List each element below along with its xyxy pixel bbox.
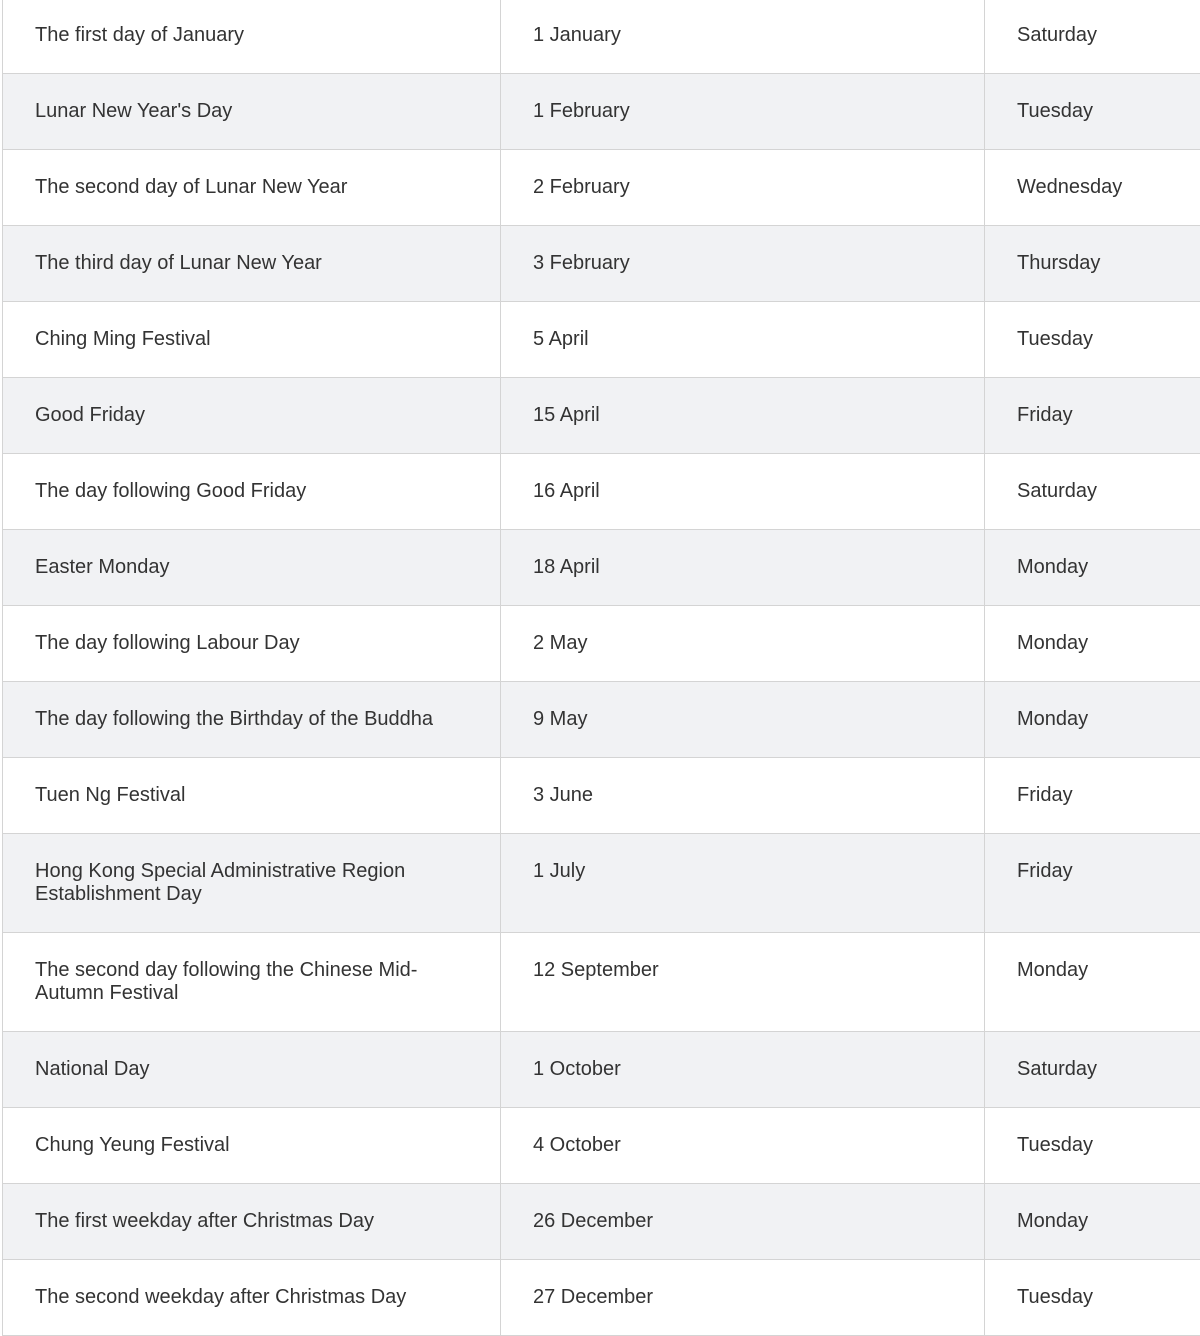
- holiday-weekday-cell: Tuesday: [985, 1260, 1200, 1336]
- holiday-date-cell: 1 October: [501, 1032, 985, 1108]
- table-row: [3, 1032, 1200, 1108]
- holiday-table: [2, 0, 1200, 1336]
- table-row: [3, 150, 1200, 226]
- holiday-date-cell: 5 April: [501, 302, 985, 378]
- table-row: [3, 834, 1200, 933]
- holiday-date-cell: 18 April: [501, 530, 985, 606]
- table-row: [3, 454, 1200, 530]
- table-row: [3, 682, 1200, 758]
- table-row: [3, 1260, 1200, 1336]
- holiday-weekday-cell: Saturday: [985, 454, 1200, 530]
- holiday-date-cell: 2 May: [501, 606, 985, 682]
- holiday-weekday-cell: Monday: [985, 606, 1200, 682]
- holiday-weekday-cell: Tuesday: [985, 302, 1200, 378]
- table-row: [3, 378, 1200, 454]
- table-row: [3, 606, 1200, 682]
- table-row: [3, 74, 1200, 150]
- holiday-name-cell: The day following the Birthday of the Buddha: [3, 682, 501, 758]
- holiday-date-cell: 1 July: [501, 834, 985, 933]
- holiday-name-cell: Lunar New Year's Day: [3, 74, 501, 150]
- holiday-date-cell: 2 February: [501, 150, 985, 226]
- holiday-weekday-cell: Monday: [985, 1184, 1200, 1260]
- holiday-name-cell: The second weekday after Christmas Day: [3, 1260, 501, 1336]
- holiday-weekday-cell: Thursday: [985, 226, 1200, 302]
- holiday-date-cell: 27 December: [501, 1260, 985, 1336]
- holiday-weekday-cell: Friday: [985, 834, 1200, 933]
- holiday-name-cell: The first day of January: [3, 0, 501, 74]
- holiday-weekday-cell: Saturday: [985, 0, 1200, 74]
- holiday-date-cell: 3 February: [501, 226, 985, 302]
- holiday-name-cell: The third day of Lunar New Year: [3, 226, 501, 302]
- holiday-weekday-cell: Wednesday: [985, 150, 1200, 226]
- holiday-date-cell: 4 October: [501, 1108, 985, 1184]
- holiday-name-cell: Tuen Ng Festival: [3, 758, 501, 834]
- holiday-date-cell: 15 April: [501, 378, 985, 454]
- table-row: [3, 302, 1200, 378]
- holiday-date-cell: 16 April: [501, 454, 985, 530]
- table-row: [3, 1108, 1200, 1184]
- holiday-date-cell: 26 December: [501, 1184, 985, 1260]
- holiday-date-cell: 1 February: [501, 74, 985, 150]
- table-row: [3, 758, 1200, 834]
- holiday-name-cell: Ching Ming Festival: [3, 302, 501, 378]
- holiday-weekday-cell: Monday: [985, 530, 1200, 606]
- holiday-weekday-cell: Saturday: [985, 1032, 1200, 1108]
- holiday-name-cell: Chung Yeung Festival: [3, 1108, 501, 1184]
- holiday-date-cell: 9 May: [501, 682, 985, 758]
- holiday-name-cell: The second day following the Chinese Mid-Autumn Festival: [3, 933, 501, 1032]
- table-row: [3, 0, 1200, 74]
- table-row: [3, 226, 1200, 302]
- table-row: [3, 1184, 1200, 1260]
- holiday-weekday-cell: Tuesday: [985, 1108, 1200, 1184]
- holiday-date-cell: 3 June: [501, 758, 985, 834]
- holiday-name-cell: National Day: [3, 1032, 501, 1108]
- holiday-name-cell: Good Friday: [3, 378, 501, 454]
- holiday-weekday-cell: Monday: [985, 682, 1200, 758]
- holiday-weekday-cell: Friday: [985, 758, 1200, 834]
- holiday-name-cell: Hong Kong Special Administrative Region Establishment Day: [3, 834, 501, 933]
- holiday-name-cell: The day following Labour Day: [3, 606, 501, 682]
- holiday-date-cell: 1 January: [501, 0, 985, 74]
- holiday-name-cell: Easter Monday: [3, 530, 501, 606]
- holiday-table-body: [3, 0, 1200, 1336]
- holiday-date-cell: 12 September: [501, 933, 985, 1032]
- holiday-weekday-cell: Monday: [985, 933, 1200, 1032]
- table-row: [3, 933, 1200, 1032]
- table-row: [3, 530, 1200, 606]
- holiday-name-cell: The second day of Lunar New Year: [3, 150, 501, 226]
- holiday-weekday-cell: Friday: [985, 378, 1200, 454]
- holiday-name-cell: The day following Good Friday: [3, 454, 501, 530]
- holiday-weekday-cell: Tuesday: [985, 74, 1200, 150]
- holiday-name-cell: The first weekday after Christmas Day: [3, 1184, 501, 1260]
